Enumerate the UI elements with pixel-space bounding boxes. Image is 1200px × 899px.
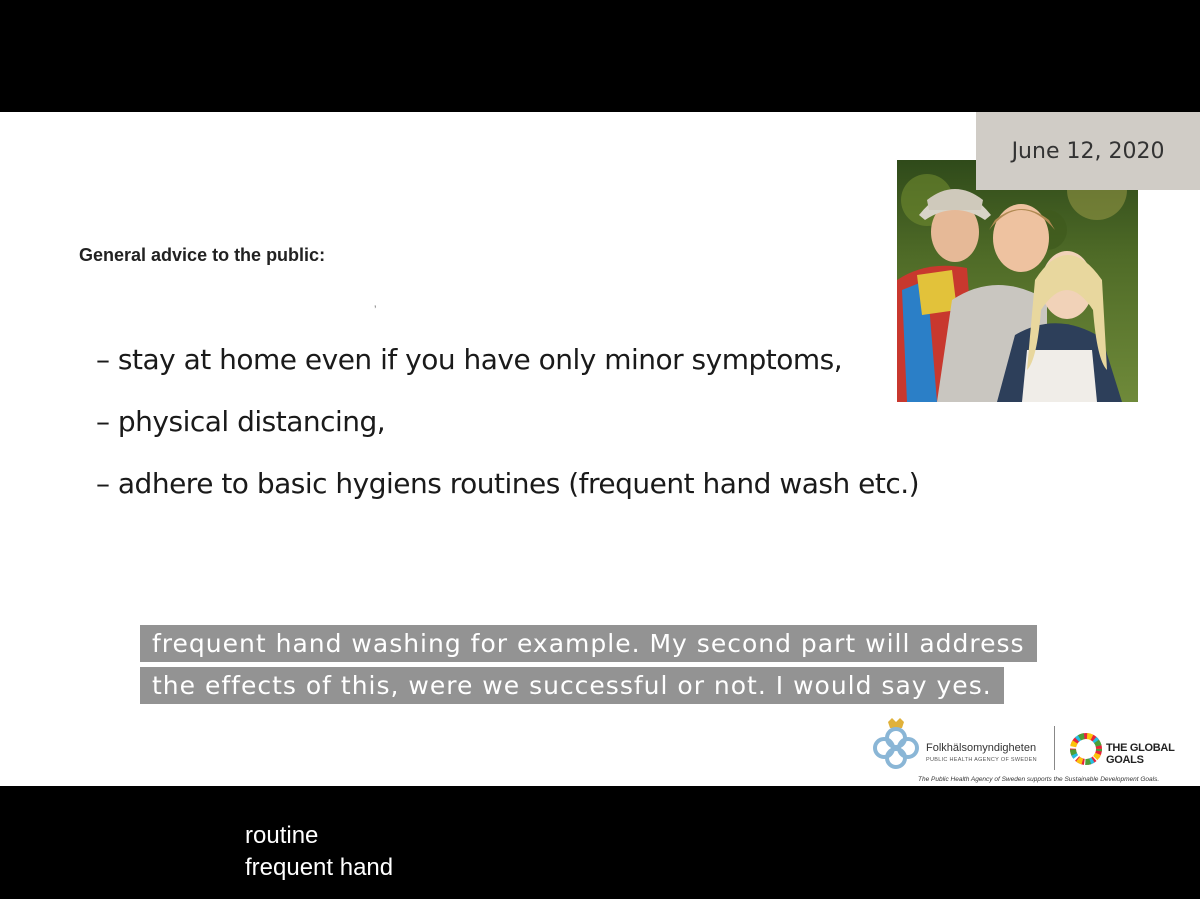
- caption-line: the effects of this, were we successful or not. I would say yes.: [140, 667, 1004, 704]
- footer-logos: [866, 716, 1200, 786]
- presentation-slide: [0, 112, 1200, 786]
- subtitle-line: frequent hand: [245, 854, 394, 881]
- advice-list: [96, 342, 919, 528]
- subtitle-line: routine: [245, 822, 319, 849]
- subtitle-overlay: [245, 820, 393, 884]
- top-letterbox: [0, 0, 1200, 112]
- agency-subtitle: PUBLIC HEALTH AGENCY OF SWEDEN: [926, 757, 1037, 763]
- advice-item: – physical distancing,: [96, 405, 386, 438]
- slide-heading: General advice to the public:: [79, 245, 326, 265]
- agency-name: Folkhälsomyndigheten: [926, 742, 1037, 754]
- caption-line: frequent hand washing for example. My second part will address: [140, 625, 1037, 662]
- date-label: June 12, 2020: [976, 112, 1200, 190]
- advice-item: – stay at home even if you have only minor symptoms,: [96, 343, 843, 376]
- logo-divider: [1054, 726, 1055, 770]
- global-goals-wheel-icon: [1069, 732, 1103, 766]
- agency-logo-icon: [866, 716, 926, 776]
- family-photo: [897, 160, 1138, 402]
- video-caption: [140, 625, 1037, 709]
- stray-mark: ’: [374, 304, 377, 316]
- advice-item: – adhere to basic hygiens routines (frequent hand wash etc.): [96, 467, 920, 500]
- global-goals-label: THE GLOBAL GOALS: [1106, 742, 1175, 766]
- support-statement: The Public Health Agency of Sweden supports the Sustainable Development Goals.: [918, 776, 1160, 783]
